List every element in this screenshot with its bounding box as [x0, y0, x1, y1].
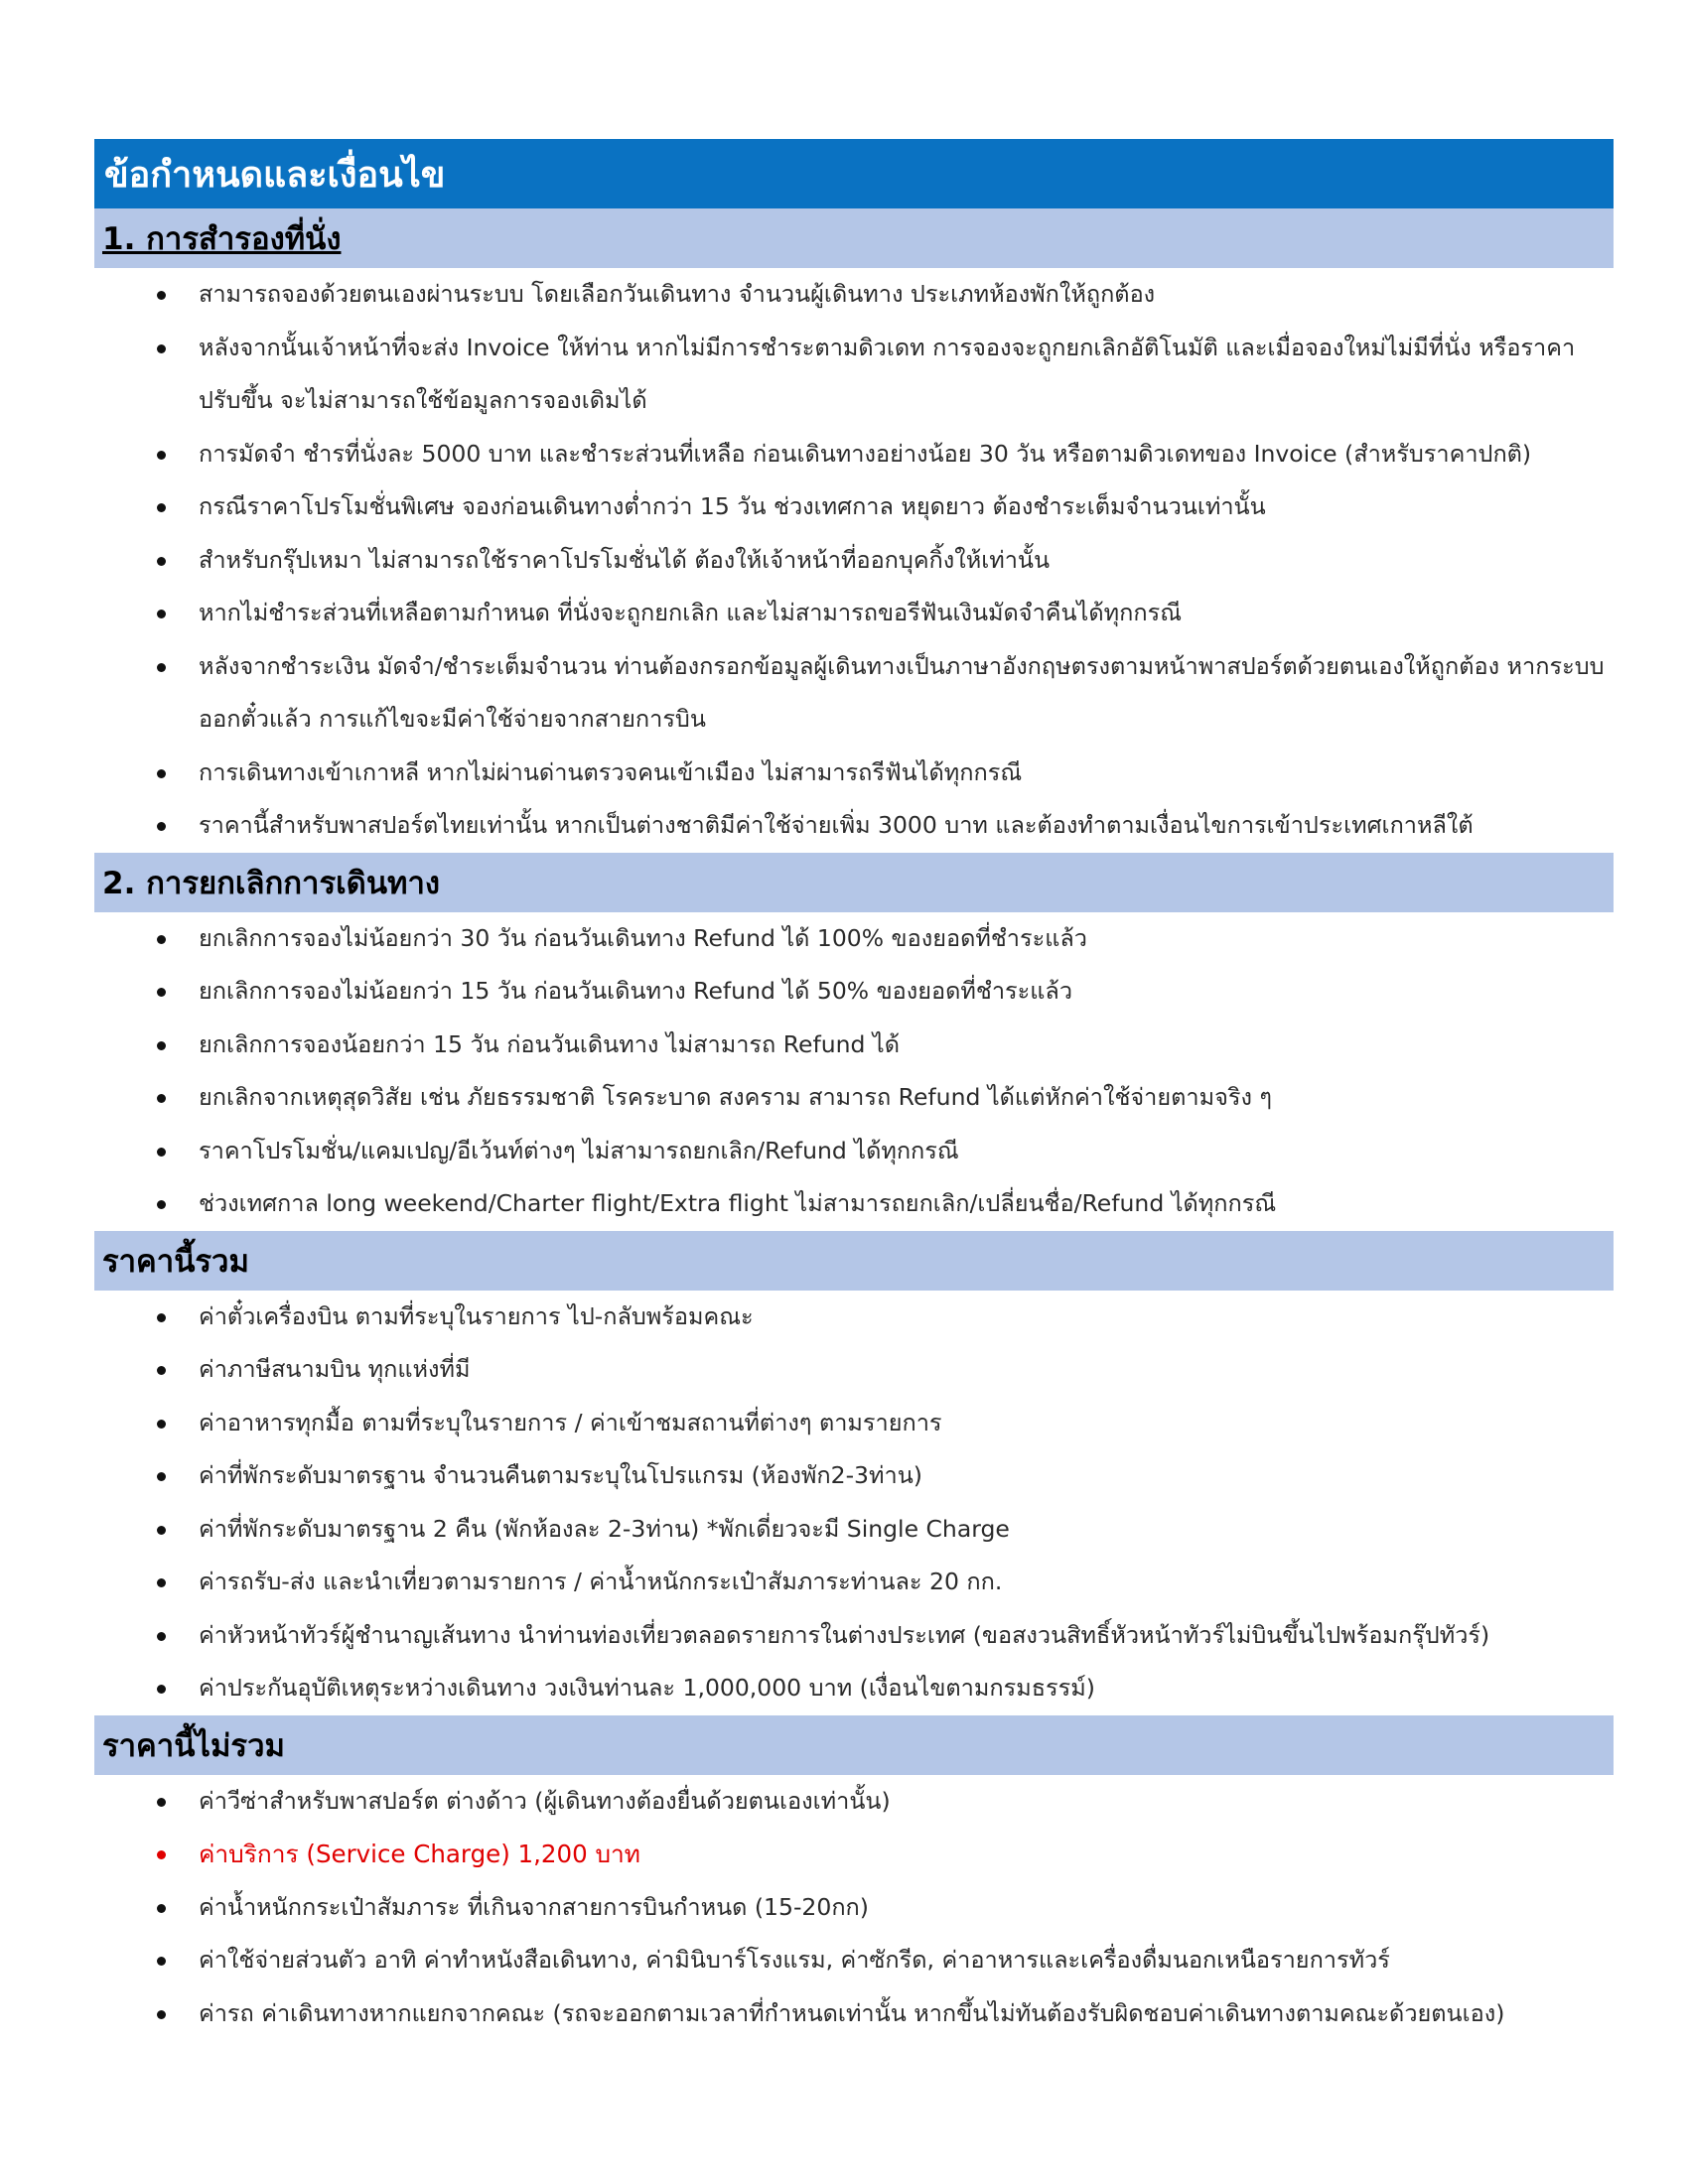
list-item: หลังจากนั้นเจ้าหน้าที่จะส่ง Invoice ให้ท่าน หากไม่มีการชำระตามดิวเดท การจองจะถูกยกเลิกอัติโนมัติ และเมื่อจองใหม่ไม่มีที่นั่ง หรือราคาปรับขึ้น จะไม่สามารถใช้ข้อมูลการจองเดิมได้	[152, 322, 1614, 428]
price-includes-list	[94, 1291, 1614, 1715]
list-item: ค่าที่พักระดับมาตรฐาน 2 คืน (พักห้องละ 2-3ท่าน) *พักเดี่ยวจะมี Single Charge	[152, 1503, 1614, 1557]
list-item: ค่าอาหารทุกมื้อ ตามที่ระบุในรายการ / ค่าเข้าชมสถานที่ต่างๆ ตามรายการ	[152, 1397, 1614, 1450]
service-charge-item: ค่าบริการ (Service Charge) 1,200 บาท	[152, 1828, 1614, 1881]
section-heading-price-includes: ราคานี้รวม	[94, 1231, 1614, 1291]
list-item: ค่าใช้จ่ายส่วนตัว อาทิ ค่าทำหนังสือเดินทาง, ค่ามินิบาร์โรงแรม, ค่าซักรีด, ค่าอาหารและเครื่องดื่มนอกเหนือรายการทัวร์	[152, 1934, 1614, 1987]
price-excludes-list	[94, 1775, 1614, 2041]
list-item: สามารถจองด้วยตนเองผ่านระบบ โดยเลือกวันเดินทาง จำนวนผู้เดินทาง ประเภทห้องพักให้ถูกต้อง	[152, 268, 1614, 322]
list-item: ค่ารถ ค่าเดินทางหากแยกจากคณะ (รถจะออกตามเวลาที่กำหนดเท่านั้น หากขึ้นไม่ทันต้องรับผิดชอบค่าเดินทางตามคณะด้วยตนเอง)	[152, 1987, 1614, 2041]
list-item: สำหรับกรุ๊ปเหมา ไม่สามารถใช้ราคาโปรโมชั่นได้ ต้องให้เจ้าหน้าที่ออกบุคกิ้งให้เท่านั้น	[152, 534, 1614, 588]
list-item: ยกเลิกการจองน้อยกว่า 15 วัน ก่อนวันเดินทาง ไม่สามารถ Refund ได้	[152, 1019, 1614, 1072]
list-item: ค่าตั๋วเครื่องบิน ตามที่ระบุในรายการ ไป-กลับพร้อมคณะ	[152, 1291, 1614, 1344]
list-item: ยกเลิกจากเหตุสุดวิสัย เช่น ภัยธรรมชาติ โรคระบาด สงคราม สามารถ Refund ได้แต่หักค่าใช้จ่ายตามจริง ๆ	[152, 1071, 1614, 1125]
list-item: ค่ารถรับ-ส่ง และนำเที่ยวตามรายการ / ค่าน้ำหนักกระเป๋าสัมภาระท่านละ 20 กก.	[152, 1556, 1614, 1609]
list-item: ค่าที่พักระดับมาตรฐาน จำนวนคืนตามระบุในโปรแกรม (ห้องพัก2-3ท่าน)	[152, 1449, 1614, 1503]
section-heading-booking: 1. การสำรองที่นั่ง	[94, 208, 1614, 268]
list-item: ช่วงเทศกาล long weekend/Charter flight/Extra flight ไม่สามารถยกเลิก/เปลี่ยนชื่อ/Refund ได้ทุกกรณี	[152, 1177, 1614, 1231]
list-item: หลังจากชำระเงิน มัดจำ/ชำระเต็มจำนวน ท่านต้องกรอกข้อมูลผู้เดินทางเป็นภาษาอังกฤษตรงตามหน้าพาสปอร์ตด้วยตนเองให้ถูกต้อง หากระบบออกตั๋วแล้ว การแก้ไขจะมีค่าใช้จ่ายจากสายการบิน	[152, 640, 1614, 747]
section-heading-cancellation: 2. การยกเลิกการเดินทาง	[94, 853, 1614, 912]
list-item: หากไม่ชำระส่วนที่เหลือตามกำหนด ที่นั่งจะถูกยกเลิก และไม่สามารถขอรีฟันเงินมัดจำคืนได้ทุกกรณี	[152, 587, 1614, 640]
list-item: ยกเลิกการจองไม่น้อยกว่า 30 วัน ก่อนวันเดินทาง Refund ได้ 100% ของยอดที่ชำระแล้ว	[152, 912, 1614, 966]
section-heading-price-excludes: ราคานี้ไม่รวม	[94, 1715, 1614, 1775]
list-item: ราคานี้สำหรับพาสปอร์ตไทยเท่านั้น หากเป็นต่างชาติมีค่าใช้จ่ายเพิ่ม 3000 บาท และต้องทำตามเงื่อนไขการเข้าประเทศเกาหลีใต้	[152, 799, 1614, 853]
list-item: ราคาโปรโมชั่น/แคมเปญ/อีเว้นท์ต่างๆ ไม่สามารถยกเลิก/Refund ได้ทุกกรณี	[152, 1125, 1614, 1178]
booking-list	[94, 268, 1614, 853]
list-item: การเดินทางเข้าเกาหลี หากไม่ผ่านด่านตรวจคนเข้าเมือง ไม่สามารถรีฟันได้ทุกกรณี	[152, 747, 1614, 800]
cancellation-list	[94, 912, 1614, 1231]
list-item: การมัดจำ ชำรที่นั่งละ 5000 บาท และชำระส่วนที่เหลือ ก่อนเดินทางอย่างน้อย 30 วัน หรือตามดิวเดทของ Invoice (สำหรับราคาปกติ)	[152, 428, 1614, 481]
terms-document	[94, 139, 1614, 2040]
list-item: ค่าหัวหน้าทัวร์ผู้ชำนาญเส้นทาง นำท่านท่องเที่ยวตลอดรายการในต่างประเทศ (ขอสงวนสิทธิ์หัวหน้าทัวร์ไม่บินขึ้นไปพร้อมกรุ๊ปทัวร์)	[152, 1609, 1614, 1663]
list-item: ค่าน้ำหนักกระเป๋าสัมภาระ ที่เกินจากสายการบินกำหนด (15-20กก)	[152, 1881, 1614, 1935]
list-item: ค่าวีซ่าสำหรับพาสปอร์ต ต่างด้าว (ผู้เดินทางต้องยื่นด้วยตนเองเท่านั้น)	[152, 1775, 1614, 1829]
list-item: กรณีราคาโปรโมชั่นพิเศษ จองก่อนเดินทางต่ำกว่า 15 วัน ช่วงเทศกาล หยุดยาว ต้องชำระเต็มจำนวนเท่านั้น	[152, 480, 1614, 534]
list-item: ค่าประกันอุบัติเหตุระหว่างเดินทาง วงเงินท่านละ 1,000,000 บาท (เงื่อนไขตามกรมธรรม์)	[152, 1662, 1614, 1715]
list-item: ยกเลิกการจองไม่น้อยกว่า 15 วัน ก่อนวันเดินทาง Refund ได้ 50% ของยอดที่ชำระแล้ว	[152, 965, 1614, 1019]
list-item: ค่าภาษีสนามบิน ทุกแห่งที่มี	[152, 1343, 1614, 1397]
page-title: ข้อกำหนดและเงื่อนไข	[94, 139, 1614, 208]
